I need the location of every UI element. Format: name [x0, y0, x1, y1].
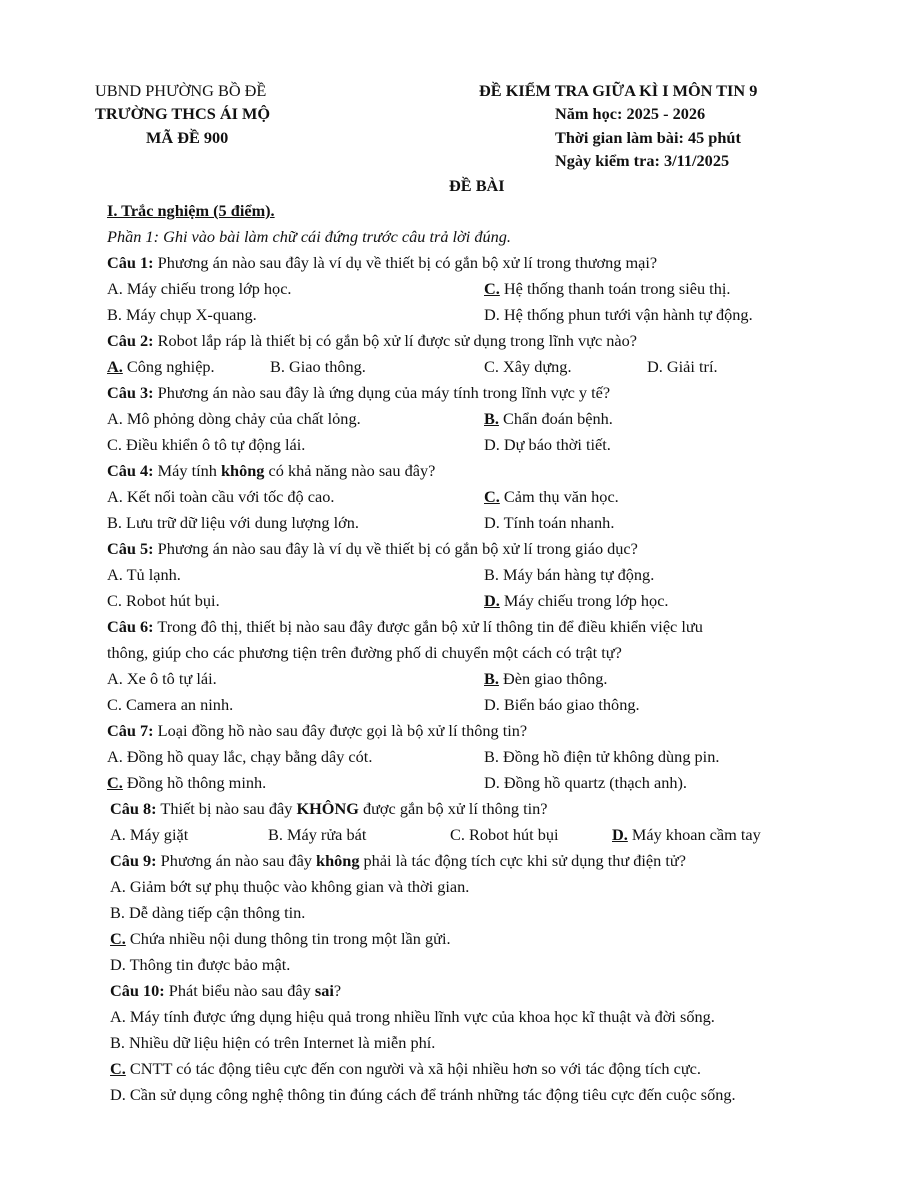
option-a[interactable]: A. Mô phỏng dòng chảy của chất lỏng. — [107, 409, 361, 428]
option-c-correct[interactable]: C. Chứa nhiều nội dung thông tin trong một lần gửi. — [110, 929, 451, 948]
option-b[interactable]: B. Máy chụp X-quang. — [107, 305, 257, 324]
question-label: Câu 3: — [107, 383, 154, 402]
question-label: Câu 5: — [107, 539, 154, 558]
option-b[interactable]: B. Máy rửa bát — [268, 825, 367, 844]
option-a[interactable]: A. Giảm bớt sự phụ thuộc vào không gian và thời gian. — [110, 877, 470, 896]
option-a-correct[interactable]: A. Công nghiệp. — [107, 357, 215, 376]
question-label: Câu 1: — [107, 253, 154, 272]
question-9: Câu 9: Phương án nào sau đây không phải là tác động tích cực khi sử dụng thư điện tử? — [110, 851, 686, 870]
question-text: Trong đô thị, thiết bị nào sau đây được gắn bộ xử lí thông tin để điều khiển việc lưu — [153, 617, 703, 636]
exam-code: MÃ ĐỀ 900 — [146, 128, 229, 147]
emphasis-word: không — [316, 851, 360, 870]
emphasis-word: sai — [314, 981, 334, 1000]
exam-duration: Thời gian làm bài: 45 phút — [555, 128, 741, 147]
question-7 — [107, 718, 527, 744]
district-name: UBND PHƯỜNG BỒ ĐỀ — [95, 81, 267, 100]
center-title: ĐỀ BÀI — [449, 176, 505, 195]
option-b[interactable]: B. Lưu trữ dữ liệu với dung lượng lớn. — [107, 513, 359, 532]
option-c[interactable]: C. Xây dựng. — [484, 357, 572, 376]
question-label: Câu 2: — [107, 331, 154, 350]
option-c-correct[interactable]: C. CNTT có tác động tiêu cực đến con người và xã hội nhiều hơn so với tác động tích cực. — [110, 1059, 701, 1078]
question-text: Phương án nào sau đây là ứng dụng của máy tính trong lĩnh vực y tế? — [153, 383, 611, 402]
option-a[interactable]: A. Máy chiếu trong lớp học. — [107, 279, 292, 298]
question-6-text-continued: thông, giúp cho các phương tiện trên đường phố di chuyển một cách có trật tự? — [107, 643, 622, 662]
option-d[interactable]: D. Thông tin được bảo mật. — [110, 955, 291, 974]
option-d-correct[interactable]: D. Máy khoan cầm tay — [612, 825, 761, 844]
option-b-correct[interactable]: B. Đèn giao thông. — [484, 669, 608, 688]
emphasis-word: KHÔNG — [296, 799, 359, 818]
question-label: Câu 6: — [107, 617, 154, 636]
option-d[interactable]: D. Hệ thống phun tưới vận hành tự động. — [484, 305, 753, 324]
question-label: Câu 9: — [110, 851, 157, 870]
option-a[interactable]: A. Máy tính được ứng dụng hiệu quả trong nhiều lĩnh vực của khoa học kĩ thuật và đời sống. — [110, 1007, 715, 1026]
option-c[interactable]: C. Robot hút bụi. — [107, 591, 220, 610]
question-3 — [107, 380, 610, 406]
question-text: Phương án nào sau đây là ví dụ về thiết bị có gắn bộ xử lí trong thương mại? — [153, 253, 658, 272]
option-c-correct[interactable]: C. Cảm thụ văn học. — [484, 487, 619, 506]
section-instruction: Phần 1: Ghi vào bài làm chữ cái đứng trước câu trả lời đúng. — [107, 227, 511, 246]
question-label: Câu 8: — [110, 799, 157, 818]
exam-date: Ngày kiểm tra: 3/11/2025 — [555, 151, 730, 170]
option-a[interactable]: A. Đồng hồ quay lắc, chạy bằng dây cót. — [107, 747, 373, 766]
option-d-correct[interactable]: D. Máy chiếu trong lớp học. — [484, 591, 669, 610]
option-a[interactable]: A. Tủ lạnh. — [107, 565, 181, 584]
option-a[interactable]: A. Xe ô tô tự lái. — [107, 669, 217, 688]
option-d[interactable]: D. Dự báo thời tiết. — [484, 435, 611, 454]
option-a[interactable]: A. Kết nối toàn cầu với tốc độ cao. — [107, 487, 335, 506]
option-d[interactable]: D. Cần sử dụng công nghệ thông tin đúng cách để tránh những tác động tiêu cực đến cuộc sống. — [110, 1085, 736, 1104]
option-c-correct[interactable]: C. Hệ thống thanh toán trong siêu thị. — [484, 279, 731, 298]
option-c[interactable]: C. Robot hút bụi — [450, 825, 559, 844]
question-label: Câu 7: — [107, 721, 154, 740]
school-year: Năm học: 2025 - 2026 — [555, 104, 706, 123]
question-text: Loại đồng hồ nào sau đây được gọi là bộ xử lí thông tin? — [153, 721, 528, 740]
option-d[interactable]: D. Tính toán nhanh. — [484, 513, 615, 532]
question-8: Câu 8: Thiết bị nào sau đây KHÔNG được gắn bộ xử lí thông tin? — [110, 799, 548, 818]
option-d[interactable]: D. Giải trí. — [647, 357, 718, 376]
option-c-correct[interactable]: C. Đồng hồ thông minh. — [107, 773, 267, 792]
option-b[interactable]: B. Đồng hồ điện tử không dùng pin. — [484, 747, 720, 766]
question-6 — [107, 614, 703, 640]
option-b-correct[interactable]: B. Chẩn đoán bệnh. — [484, 409, 613, 428]
option-c[interactable]: C. Điều khiển ô tô tự động lái. — [107, 435, 306, 454]
question-label: Câu 4: — [107, 461, 154, 480]
option-b[interactable]: B. Máy bán hàng tự động. — [484, 565, 655, 584]
section-title: I. Trắc nghiệm (5 điểm). — [107, 201, 275, 220]
question-5 — [107, 536, 638, 562]
exam-title: ĐỀ KIỂM TRA GIỮA KÌ I MÔN TIN 9 — [479, 81, 758, 100]
option-d[interactable]: D. Biển báo giao thông. — [484, 695, 640, 714]
option-b[interactable]: B. Dễ dàng tiếp cận thông tin. — [110, 903, 306, 922]
option-b[interactable]: B. Giao thông. — [270, 357, 366, 376]
question-text: Robot lắp ráp là thiết bị có gắn bộ xử lí được sử dụng trong lĩnh vực nào? — [153, 331, 638, 350]
question-1 — [107, 250, 657, 276]
emphasis-word: không — [220, 461, 265, 480]
question-4: Câu 4: Máy tính không có khả năng nào sau đây? — [107, 461, 436, 480]
option-c[interactable]: C. Camera an ninh. — [107, 695, 234, 714]
question-2 — [107, 328, 637, 354]
question-text: Phương án nào sau đây là ví dụ về thiết bị có gắn bộ xử lí trong giáo dục? — [153, 539, 638, 558]
option-a[interactable]: A. Máy giặt — [110, 825, 189, 844]
option-b[interactable]: B. Nhiều dữ liệu hiện có trên Internet là miễn phí. — [110, 1033, 436, 1052]
question-label: Câu 10: — [110, 981, 165, 1000]
option-d[interactable]: D. Đồng hồ quartz (thạch anh). — [484, 773, 687, 792]
question-10: Câu 10: Phát biểu nào sau đây sai? — [110, 981, 342, 1000]
school-name: TRƯỜNG THCS ÁI MỘ — [95, 104, 271, 123]
